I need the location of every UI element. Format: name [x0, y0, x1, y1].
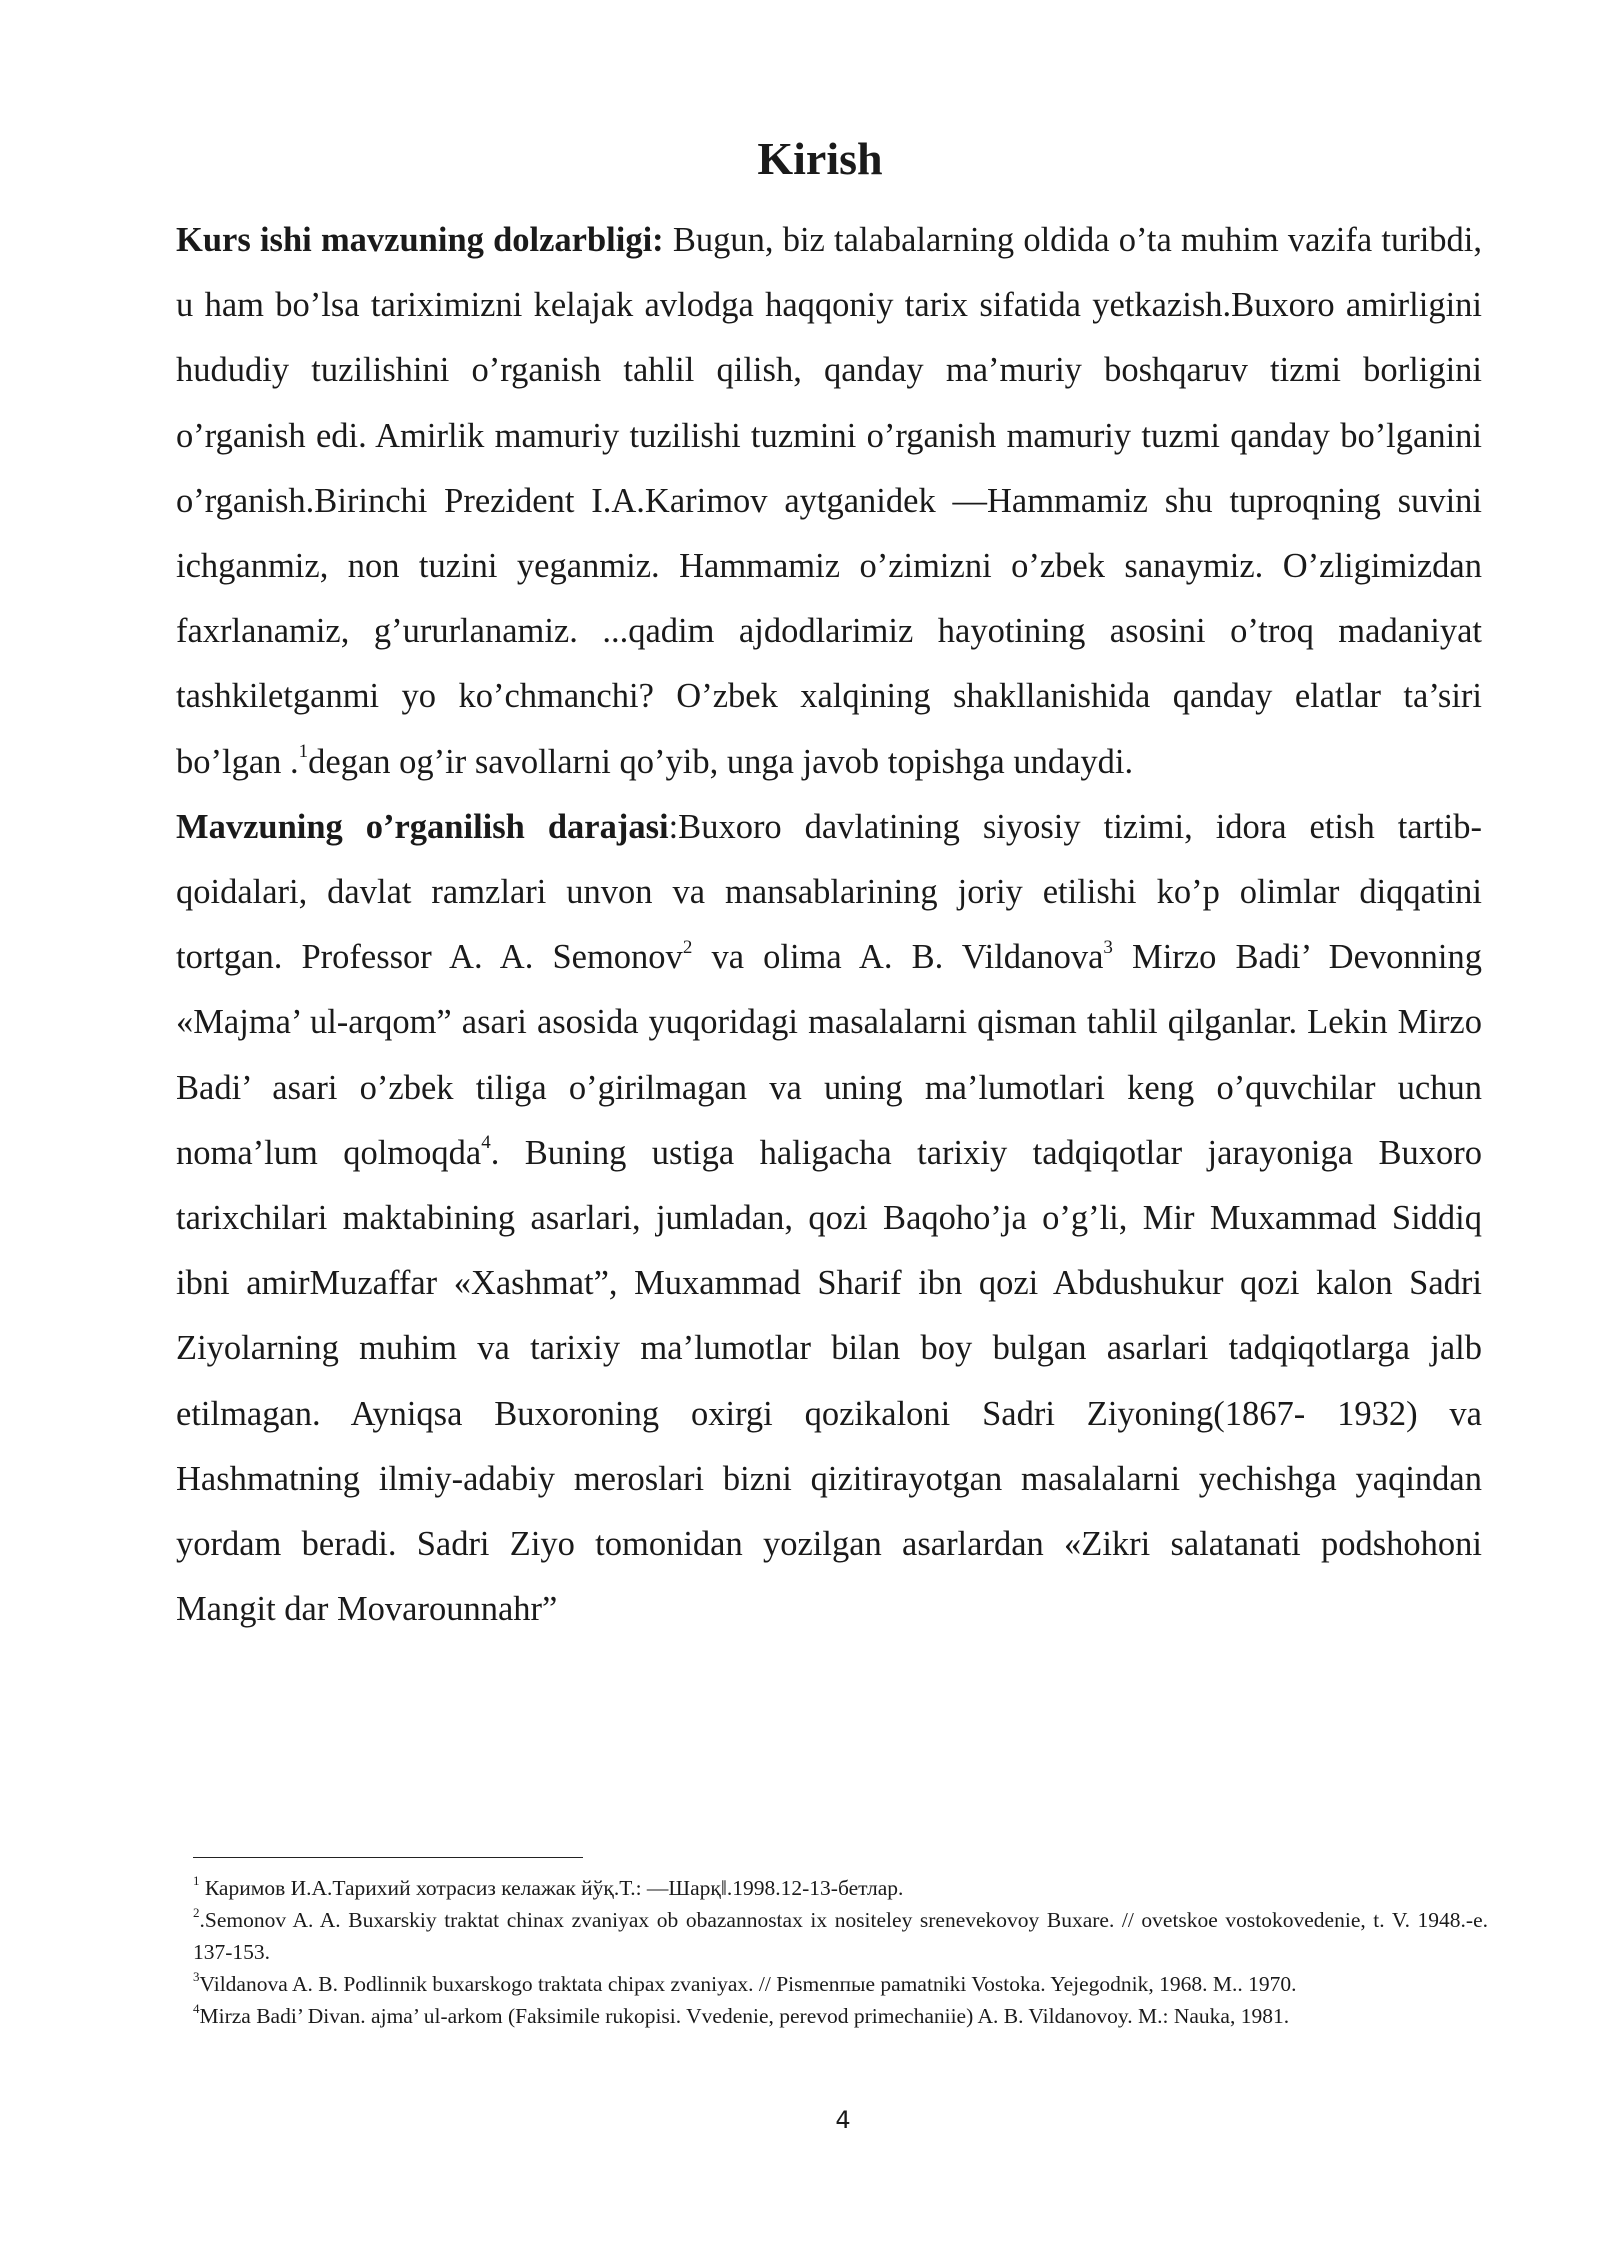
- paragraph-relevance: [176, 208, 1482, 795]
- paragraph-heading: Mavzuning o’rganilish darajasi: [176, 807, 669, 846]
- footnote-item: [193, 1968, 1488, 2000]
- paragraph-text: :Buxoro davlatining siyosiy tizimi, idora etish tartib-qoidalari, davlat ramzlari unvon va mansablarining joriy etilishi ko’p olimlar diqqatini tortgan. Professor A. A. Semonov: [176, 807, 1482, 977]
- paragraph-text: Bugun, biz talabalarning oldida o’ta muhim vazifa turibdi, u ham bo’lsa tariximizni kelajak avlodga haqqoniy tarix sifatida yetkazish.Buxoro amirligini hududiy tuzilishini o’rganish tahlil qilish, qanday ma’muriy boshqaruv tizmi borligini o’rganish edi. Amirlik mamuriy tuzilishi tuzmini o’rganish mamuriy tuzmi qanday bo’lganini o’rganish.Birinchi Prezident I.A.Karimov aytganidek ―Hammamiz shu tuproqning suvini ichganmiz, non tuzini yeganmiz. Hammamiz o’zimizni o’zbek sanaymiz. O’zligimizdan faxrlanamiz, g’ururlanamiz. ...qadim ajdodlarimiz hayotining asosini o’troq madaniyat tashkiletganmi yo ko’chmanchi? O’zbek xalqining shakllanishida qanday elatlar ta’siri bo’lgan .: [176, 221, 1482, 781]
- footnote-text: Mirza Badi’ Divan. ajma’ ul-arkom (Faksimile rukopisi. Vvedenie, perevod primechaniie) A. B. Vildanovoy. M.: Nauka, 1981.: [199, 2004, 1290, 2028]
- footnote-text: Каримов И.А.Тарихий хотрасиз келажак йўқ.Т.: ―Шарқ‖.1998.12-13-бетлар.: [199, 1876, 904, 1900]
- footnote-mark: 1: [193, 1872, 200, 1888]
- footnote-ref[interactable]: 3: [1103, 936, 1113, 958]
- paragraph-study-level: [176, 795, 1482, 1643]
- page-title: Kirish: [757, 133, 883, 184]
- footnote-text: Vildanova A. B. Podlinnik buxarskogo traktata chipax zvaniyax. // Pismenпые pamatniki Vostoka. Yejegodnik, 1968. M.. 1970.: [199, 1972, 1297, 1996]
- footnote-ref[interactable]: 1: [298, 741, 309, 763]
- paragraph-text: . Buning ustiga haligacha tarixiy tadqiqotlar jarayoniga Buxoro tarixchilari maktabining asarlari, jumladan, qozi Baqoho’ja o’g’li, Mir Muxammad Siddiq ibni amirMuzaffar «Xashmat”, Muxammad Sharif ibn qozi Abdushukur qozi kalon Sadri Ziyolarning muhim va tarixiy ma’lumotlar bilan boy bulgan asarlari tadqiqotlarga jalb etilmagan. Ayniqsa Buxoroning oxirgi qozikaloni Sadri Ziyoning(1867- 1932) va Hashmatning ilmiy-adabiy meroslari bizni qizitirayotgan masalalarni yechishga yaqindan yordam beradi. Sadri Ziyo tomonidan yozilgan asarlardan «Zikri salatanati podshohoni Mangit dar Movarounnahr”: [176, 1133, 1482, 1629]
- footnote-separator: [193, 1857, 583, 1858]
- footnote-item: [193, 2000, 1488, 2032]
- footnote-item: [193, 1904, 1488, 1968]
- footnote-mark: 3: [193, 1968, 200, 1984]
- footnote-text: .Semonov A. A. Buxarskiy traktat chinax zvaniyax ob obazannostax ix nositeley srenevekovoy Buxare. // ovetskoe vostokovedenie, t. V. 1948.-e. 137-153.: [193, 1908, 1488, 1964]
- footnote-mark: 4: [193, 2000, 200, 2016]
- footnote-mark: 2: [193, 1904, 200, 1920]
- page-number: 4: [835, 2106, 851, 2134]
- footnote-ref[interactable]: 4: [481, 1132, 491, 1154]
- body-text: [176, 208, 1482, 1642]
- paragraph-text: va olima A. B. Vildanova: [692, 938, 1104, 977]
- paragraph-heading: Kurs ishi mavzuning dolzarbligi:: [176, 221, 664, 259]
- paragraph-text: degan og’ir savollarni qo’yib, unga javob topishga undaydi.: [308, 742, 1134, 781]
- footnote-ref[interactable]: 2: [682, 936, 693, 958]
- footnote-item: [193, 1872, 1488, 1904]
- paragraph-text: Mirzo Badi’ Devonning «Majma’ ul-arqom” asari asosida yuqoridagi masalalarni qisman tahlil qilganlar. Lekin Mirzo Badi’ asari o’zbek tiliga o’girilmagan va uning ma’lumotlari keng o’quvchilar uchun noma’lum qolmoqda: [176, 938, 1482, 1172]
- footnotes: [193, 1872, 1488, 2032]
